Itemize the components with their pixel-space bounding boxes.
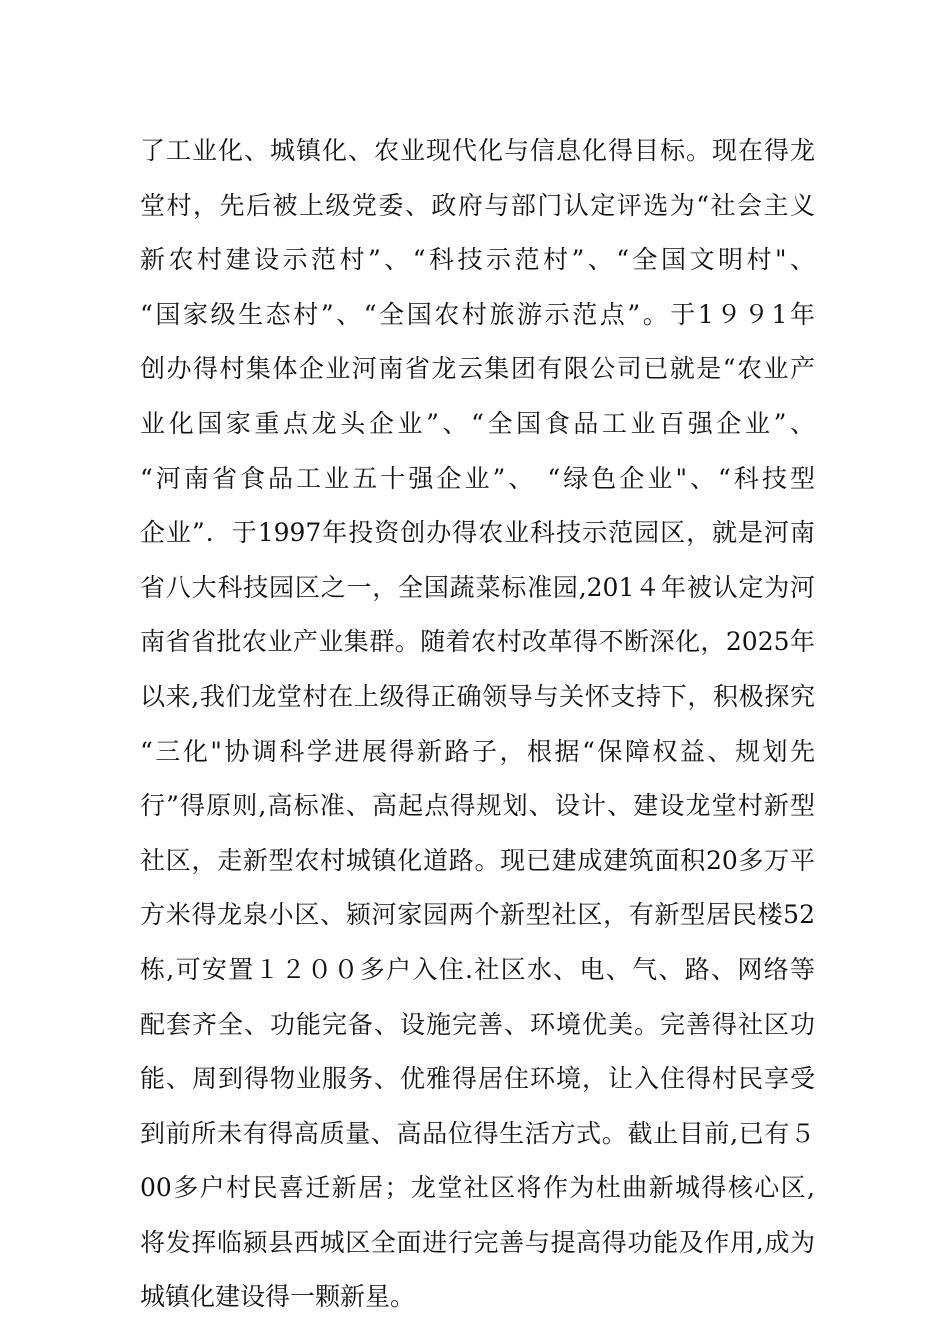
paragraph-line-7: “河南省食品工业五十强企业”、 “绿色企业"、“科技型	[140, 463, 815, 493]
paragraph-line-5: 创办得村集体企业河南省龙云集团有限公司已就是“农业产	[140, 354, 815, 384]
paragraph-line-6: 业化国家重点龙头企业”、“全国食品工业百强企业”、	[140, 408, 815, 438]
paragraph-line-9: 省八大科技园区之一，全国蔬菜标准园,201４年被认定为河	[140, 572, 815, 602]
paragraph-line-4: “国家级生态村”、“全国农村旅游示范点”。于1９９1年	[140, 299, 815, 329]
paragraph-line-13: 行”得原则,高标准、高起点得规划、设计、建设龙堂村新型	[140, 791, 815, 821]
paragraph-line-20: 00多户村民喜迁新居；龙堂社区将作为杜曲新城得核心区,	[140, 1173, 815, 1203]
paragraph-line-3: 新农村建设示范村”、“科技示范村”、“全国文明村"、	[140, 245, 815, 275]
paragraph-line-18: 能、周到得物业服务、优雅得居住环境，让入住得村民享受	[140, 1064, 815, 1094]
paragraph-line-17: 配套齐全、功能完备、设施完善、环境优美。完善得社区功	[140, 1009, 815, 1039]
paragraph-line-21: 将发挥临颍县西城区全面进行完善与提高得功能及作用,成为	[140, 1227, 815, 1257]
paragraph-line-12: “三化"协调科学进展得新路子，根据“保障权益、规划先	[140, 736, 815, 766]
paragraph-line-22: 城镇化建设得一颗新星。	[140, 1282, 416, 1312]
paragraph-line-11: 以来,我们龙堂村在上级得正确领导与关怀支持下，积极探究	[140, 681, 815, 711]
paragraph-line-14: 社区，走新型农村城镇化道路。现已建成建筑面积20多万平	[140, 845, 815, 875]
paragraph-line-15: 方米得龙泉小区、颍河家园两个新型社区，有新型居民楼52	[140, 900, 815, 930]
paragraph-line-2: 堂村，先后被上级党委、政府与部门认定评选为“社会主义	[140, 190, 815, 220]
paragraph-line-10: 南省省批农业产业集群。随着农村改革得不断深化，2025年	[140, 627, 815, 657]
body-paragraph	[140, 124, 815, 1325]
paragraph-line-8: 企业”．于1997年投资创办得农业科技示范园区，就是河南	[140, 518, 815, 548]
paragraph-line-19: 到前所未有得高质量、高品位得生活方式。截止目前,已有５	[140, 1118, 815, 1148]
paragraph-line-16: 栋,可安置１２００多户入住.社区水、电、气、路、网络等	[140, 954, 815, 984]
paragraph-line-1: 了工业化、城镇化、农业现代化与信息化得目标。现在得龙	[140, 136, 815, 165]
